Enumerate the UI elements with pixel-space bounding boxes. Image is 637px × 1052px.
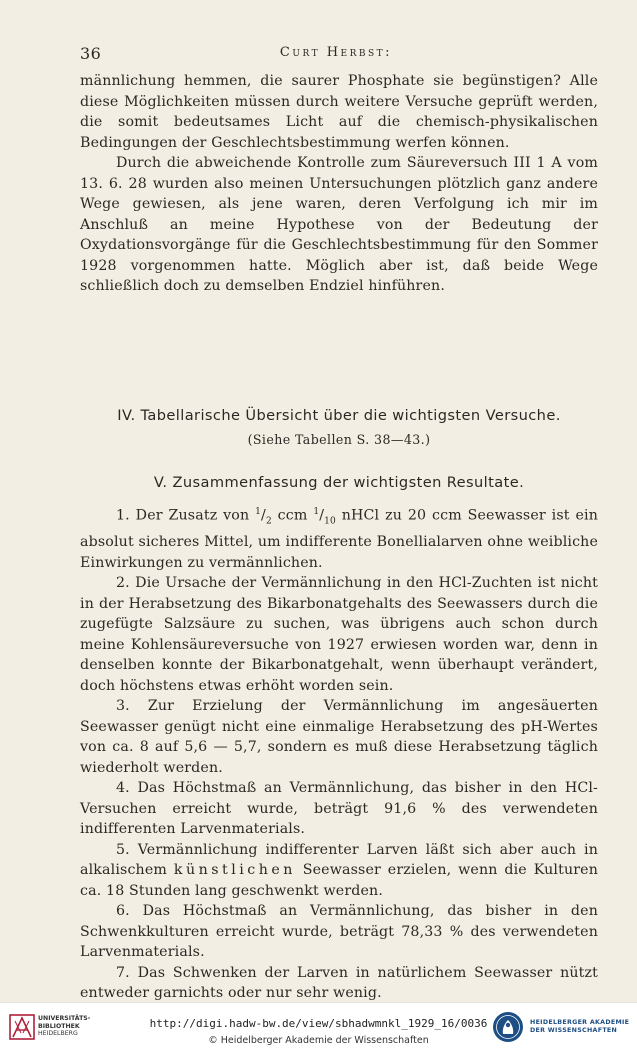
- page-body: [80, 71, 599, 1002]
- section-heading-v: V. Zusammenfassung der wichtigsten Resultate.: [153, 474, 525, 491]
- section-iv-reference: (Siehe Tabellen S. 38—43.): [247, 432, 431, 447]
- result-text: 5. Vermännlichung indifferenter Larven läßt sich aber auch in alkalischem: [80, 841, 598, 879]
- results-list: [80, 502, 598, 1004]
- library-name-line: HEIDELBERG: [38, 1030, 78, 1037]
- result-text: ccm: [271, 507, 314, 524]
- result-item: [80, 840, 598, 902]
- result-text: Seewasser erzielen, wenn die Kulturen ca. 18 Stunden lang geschwenkt werden.: [80, 862, 599, 899]
- result-item: 2. Die Ursache der Vermännlichung in den HCl-Zuchten ist nicht in der Herabsetzung des Bikarbonatgehalts des Seewassers durch die zugefügte Salzsäure zu suchen, was übrigens auch schon durch meine Kohlensäureversuche von 1927 erwiesen worden war, denn in denselben konnte der Bikarbonatgehalt, wenn überhaupt verändert, doch höchstens etwas erhöht worden sein.: [80, 575, 598, 694]
- copyright-notice: © Heidelberger Akademie der Wissenschaften: [208, 1035, 429, 1046]
- viewer-footer: [0, 1002, 637, 1052]
- fraction-numerator: 1: [313, 507, 320, 517]
- result-text: nHCl zu 20 ccm Seewasser ist ein absolut sicheres Mittel, um indifferente Bonellialarven ohne weibliche Einwirkungen zu vermännlichen.: [80, 507, 598, 571]
- result-item: 1. Der Zusatz von $^1/_2$ ccm $^1/_{10}$ nHCl zu 20 ccm Seewasser ist ein absolut sicheres Mittel, um indifferente Bonellialarven ohne weibliche Einwirkungen zu vermännlichen.: [80, 507, 598, 571]
- paragraph: Durch die abweichende Kontrolle zum Säureversuch III 1 A vom 13. 6. 28 wurden also meinen Untersuchungen plötzlich ganz andere Wege gewiesen, als jene waren, deren Verfolgung ich mir im Anschluß an meine Hypothese von der Bedeutung der Oxydationsvorgänge für die Geschlechtsbestimmung für den Sommer 1928 vorgenommen hatte. Möglich aber ist, daß beide Wege schließlich doch zu demselben Endziel hinführen.: [80, 155, 598, 294]
- result-item: 7. Das Schwenken der Larven in natürlichem Seewasser nützt entweder garnichts oder nur sehr wenig.: [80, 964, 598, 1002]
- academy-name-line: DER WISSENSCHAFTEN: [530, 1027, 618, 1034]
- fraction-denominator: 2: [265, 516, 272, 527]
- library-name-line: BIBLIOTHEK: [38, 1022, 80, 1030]
- result-text: 1. Der Zusatz von: [116, 507, 256, 524]
- page-number: 36: [80, 44, 102, 63]
- academy-name: [530, 1019, 629, 1035]
- library-name-line: UNIVERSITÄTS-: [38, 1015, 91, 1022]
- paragraph-continued: männlichung hemmen, die saurer Phosphate sie begünstigen? Alle diese Möglichkeiten müssen durch weitere Versuche geprüft werden, die somit bedeutsames Licht auf die chemisch-physikalischen Bedingungen der Geschlechtsbestimmung werfen können.: [80, 73, 598, 151]
- running-head: [80, 44, 592, 64]
- result-item: 6. Das Höchstmaß an Vermännlichung, das bisher in den Schwenkkulturen erreicht wurde, beträgt 78,33 % des verwendeten Larvenmaterials.: [80, 903, 598, 961]
- spaced-emphasis: künstlichen: [173, 862, 296, 879]
- running-head-author: Curt Herbst:: [279, 45, 393, 60]
- section-heading-iv: IV. Tabellarische Übersicht über die wichtigsten Versuche.: [117, 407, 561, 424]
- academy-seal-icon: [492, 1011, 524, 1043]
- result-item: 4. Das Höchstmaß an Vermännlichung, das bisher in den HCl-Versuchen erreicht wurde, beträgt 91,6 % des verwendeten indifferenten Larvenmaterials.: [80, 780, 598, 838]
- fraction-denominator: 10: [324, 516, 336, 527]
- academy-name-line: HEIDELBERGER AKADEMIE: [530, 1019, 630, 1026]
- result-item: 3. Zur Erzielung der Vermännlichung im angesäuerten Seewasser genügt nicht eine einmalige Herabsetzung des pH-Wertes von ca. 8 auf 5,6 — 5,7, sondern es muß diese Herabsetzung täglich wiederholt werden.: [80, 698, 598, 776]
- fraction-numerator: 1: [255, 507, 262, 517]
- permalink-url[interactable]: http://digi.hadw-bw.de/view/sbhadwmnkl_1929_16/0036: [149, 1017, 488, 1030]
